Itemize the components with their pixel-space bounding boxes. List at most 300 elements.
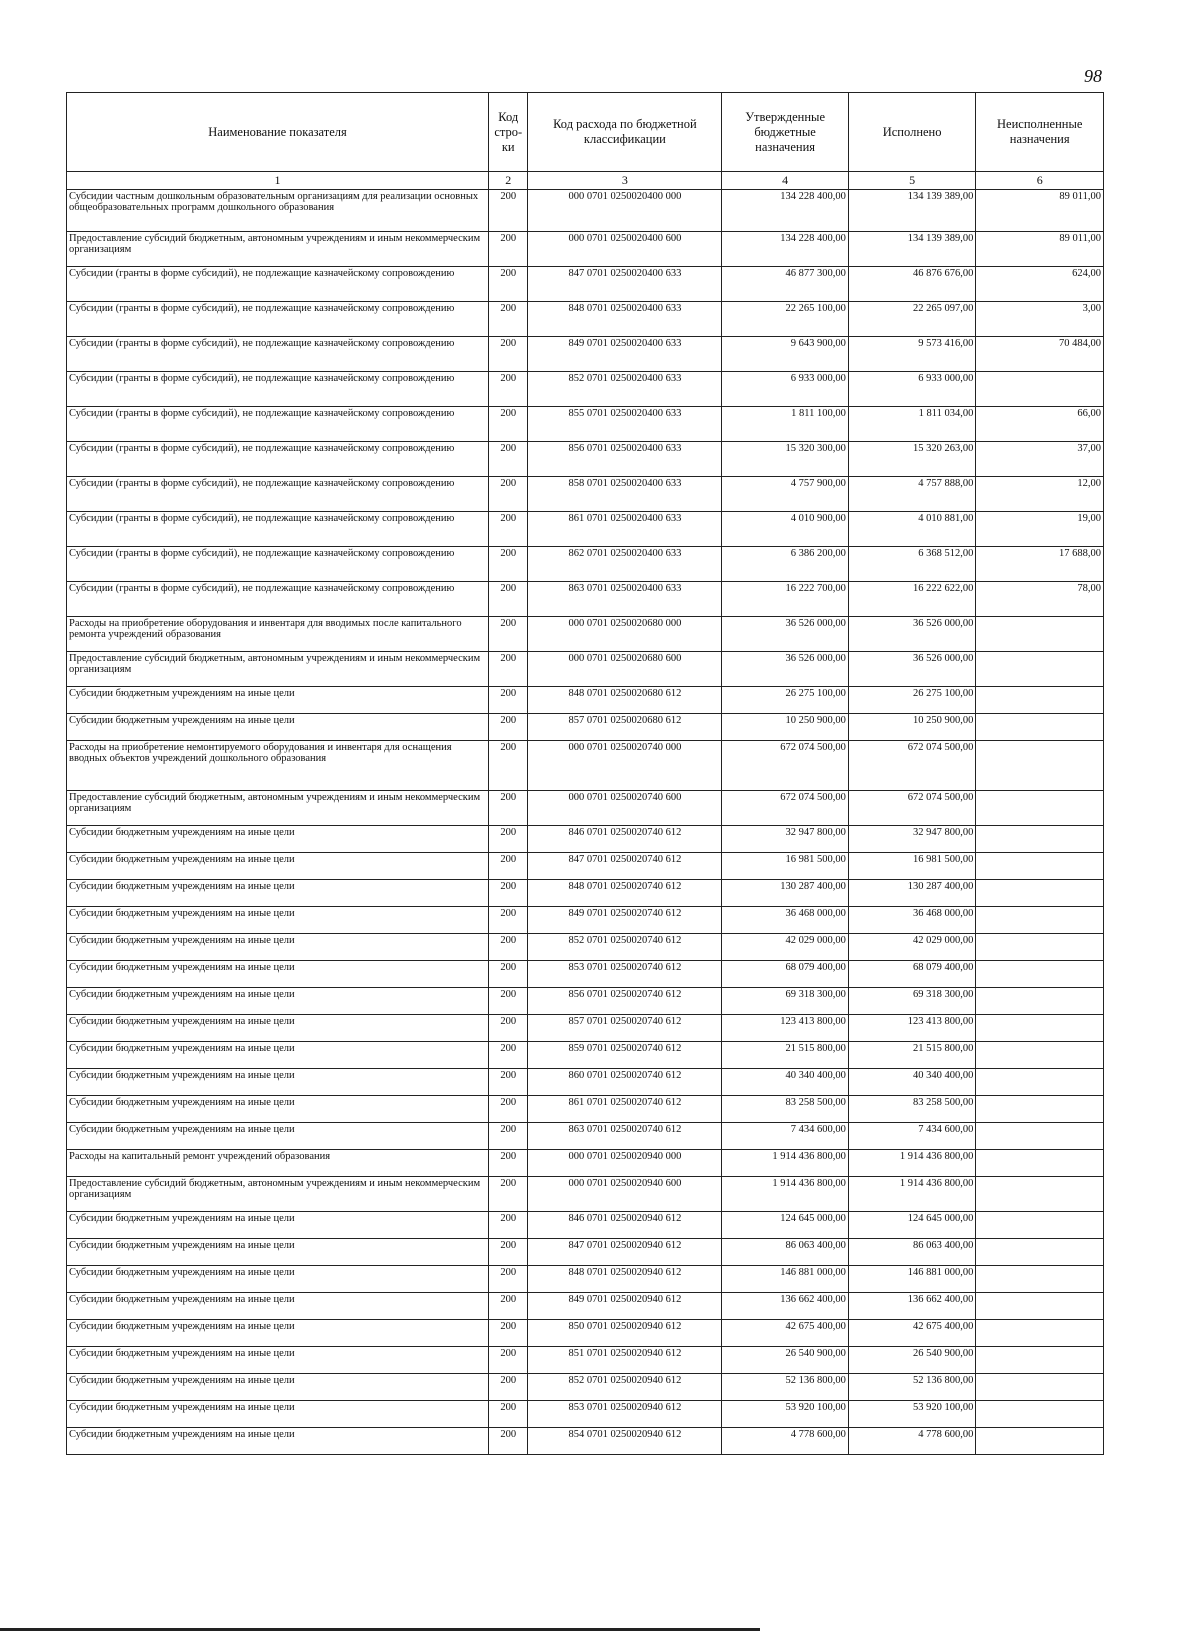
- row-executed-amount: 40 340 400,00: [848, 1069, 976, 1096]
- row-expense-code: 000 0701 0250020740 600: [528, 791, 722, 826]
- column-number: 5: [848, 172, 976, 190]
- row-line-code: 200: [489, 1239, 528, 1266]
- row-expense-code: 847 0701 0250020740 612: [528, 853, 722, 880]
- table-row: [67, 1320, 1104, 1347]
- table-row: [67, 880, 1104, 907]
- row-line-code: 200: [489, 1428, 528, 1455]
- table-row: [67, 232, 1104, 267]
- row-expense-code: 857 0701 0250020680 612: [528, 714, 722, 741]
- row-unexecuted-amount: [976, 853, 1104, 880]
- row-line-code: 200: [489, 1123, 528, 1150]
- row-expense-code: 852 0701 0250020400 633: [528, 372, 722, 407]
- row-line-code: 200: [489, 1212, 528, 1239]
- row-unexecuted-amount: [976, 1150, 1104, 1177]
- table-row: [67, 407, 1104, 442]
- row-executed-amount: 46 876 676,00: [848, 267, 976, 302]
- row-name: Расходы на капитальный ремонт учреждений образования: [67, 1150, 489, 1177]
- row-expense-code: 861 0701 0250020400 633: [528, 512, 722, 547]
- row-name: Субсидии бюджетным учреждениям на иные цели: [67, 1042, 489, 1069]
- row-approved-amount: 1 914 436 800,00: [722, 1177, 849, 1212]
- row-name: Субсидии бюджетным учреждениям на иные цели: [67, 853, 489, 880]
- row-name: Субсидии бюджетным учреждениям на иные цели: [67, 961, 489, 988]
- row-executed-amount: 26 275 100,00: [848, 687, 976, 714]
- row-expense-code: 858 0701 0250020400 633: [528, 477, 722, 512]
- row-approved-amount: 21 515 800,00: [722, 1042, 849, 1069]
- row-executed-amount: 26 540 900,00: [848, 1347, 976, 1374]
- row-executed-amount: 32 947 800,00: [848, 826, 976, 853]
- row-executed-amount: 4 010 881,00: [848, 512, 976, 547]
- row-unexecuted-amount: [976, 1015, 1104, 1042]
- row-executed-amount: 16 981 500,00: [848, 853, 976, 880]
- row-expense-code: 000 0701 0250020680 000: [528, 617, 722, 652]
- row-name: Субсидии (гранты в форме субсидий), не подлежащие казначейскому сопровождению: [67, 477, 489, 512]
- row-unexecuted-amount: [976, 934, 1104, 961]
- row-name: Субсидии бюджетным учреждениям на иные цели: [67, 1320, 489, 1347]
- table-row: [67, 1428, 1104, 1455]
- row-approved-amount: 36 526 000,00: [722, 652, 849, 687]
- row-expense-code: 848 0701 0250020400 633: [528, 302, 722, 337]
- row-executed-amount: 6 933 000,00: [848, 372, 976, 407]
- row-approved-amount: 134 228 400,00: [722, 232, 849, 267]
- row-expense-code: 000 0701 0250020740 000: [528, 741, 722, 791]
- row-executed-amount: 130 287 400,00: [848, 880, 976, 907]
- row-line-code: 200: [489, 961, 528, 988]
- row-line-code: 200: [489, 1293, 528, 1320]
- table-row: [67, 617, 1104, 652]
- row-unexecuted-amount: [976, 1320, 1104, 1347]
- row-unexecuted-amount: [976, 1096, 1104, 1123]
- row-name: Субсидии (гранты в форме субсидий), не подлежащие казначейскому сопровождению: [67, 372, 489, 407]
- row-unexecuted-amount: 37,00: [976, 442, 1104, 477]
- row-unexecuted-amount: 3,00: [976, 302, 1104, 337]
- row-executed-amount: 146 881 000,00: [848, 1266, 976, 1293]
- table-row: [67, 687, 1104, 714]
- row-name: Субсидии бюджетным учреждениям на иные цели: [67, 826, 489, 853]
- row-approved-amount: 130 287 400,00: [722, 880, 849, 907]
- row-executed-amount: 52 136 800,00: [848, 1374, 976, 1401]
- row-expense-code: 846 0701 0250020940 612: [528, 1212, 722, 1239]
- header-line-code: Код стро-ки: [489, 93, 528, 172]
- row-name: Субсидии (гранты в форме субсидий), не подлежащие казначейскому сопровождению: [67, 442, 489, 477]
- row-unexecuted-amount: [976, 1428, 1104, 1455]
- row-line-code: 200: [489, 190, 528, 232]
- row-expense-code: 848 0701 0250020680 612: [528, 687, 722, 714]
- row-name: Субсидии (гранты в форме субсидий), не подлежащие казначейскому сопровождению: [67, 337, 489, 372]
- row-line-code: 200: [489, 1069, 528, 1096]
- row-approved-amount: 83 258 500,00: [722, 1096, 849, 1123]
- row-approved-amount: 26 540 900,00: [722, 1347, 849, 1374]
- row-executed-amount: 86 063 400,00: [848, 1239, 976, 1266]
- row-expense-code: 849 0701 0250020740 612: [528, 907, 722, 934]
- table-row: [67, 190, 1104, 232]
- row-name: Расходы на приобретение немонтируемого оборудования и инвентаря для оснащения вводных объектов учреждений дошкольного образования: [67, 741, 489, 791]
- row-approved-amount: 672 074 500,00: [722, 791, 849, 826]
- row-line-code: 200: [489, 1347, 528, 1374]
- row-expense-code: 000 0701 0250020400 000: [528, 190, 722, 232]
- row-expense-code: 854 0701 0250020940 612: [528, 1428, 722, 1455]
- table-row: [67, 1266, 1104, 1293]
- table-row: [67, 1293, 1104, 1320]
- row-unexecuted-amount: [976, 714, 1104, 741]
- row-expense-code: 853 0701 0250020740 612: [528, 961, 722, 988]
- row-expense-code: 853 0701 0250020940 612: [528, 1401, 722, 1428]
- row-line-code: 200: [489, 267, 528, 302]
- row-name: Субсидии бюджетным учреждениям на иные цели: [67, 687, 489, 714]
- row-name: Субсидии бюджетным учреждениям на иные цели: [67, 880, 489, 907]
- row-name: Субсидии (гранты в форме субсидий), не подлежащие казначейскому сопровождению: [67, 547, 489, 582]
- row-approved-amount: 1 914 436 800,00: [722, 1150, 849, 1177]
- row-line-code: 200: [489, 714, 528, 741]
- row-expense-code: 847 0701 0250020400 633: [528, 267, 722, 302]
- row-unexecuted-amount: 17 688,00: [976, 547, 1104, 582]
- table-row: [67, 791, 1104, 826]
- row-unexecuted-amount: [976, 1401, 1104, 1428]
- row-line-code: 200: [489, 582, 528, 617]
- row-executed-amount: 6 368 512,00: [848, 547, 976, 582]
- row-line-code: 200: [489, 741, 528, 791]
- row-executed-amount: 134 139 389,00: [848, 232, 976, 267]
- table-row: [67, 512, 1104, 547]
- row-unexecuted-amount: [976, 961, 1104, 988]
- row-unexecuted-amount: [976, 1177, 1104, 1212]
- row-line-code: 200: [489, 232, 528, 267]
- row-approved-amount: 36 526 000,00: [722, 617, 849, 652]
- row-approved-amount: 124 645 000,00: [722, 1212, 849, 1239]
- row-name: Субсидии бюджетным учреждениям на иные цели: [67, 1293, 489, 1320]
- row-executed-amount: 15 320 263,00: [848, 442, 976, 477]
- row-approved-amount: 134 228 400,00: [722, 190, 849, 232]
- table-row: [67, 302, 1104, 337]
- row-expense-code: 000 0701 0250020400 600: [528, 232, 722, 267]
- row-unexecuted-amount: 12,00: [976, 477, 1104, 512]
- row-executed-amount: 672 074 500,00: [848, 791, 976, 826]
- row-expense-code: 859 0701 0250020740 612: [528, 1042, 722, 1069]
- row-name: Субсидии бюджетным учреждениям на иные цели: [67, 907, 489, 934]
- row-approved-amount: 86 063 400,00: [722, 1239, 849, 1266]
- row-approved-amount: 32 947 800,00: [722, 826, 849, 853]
- row-name: Субсидии (гранты в форме субсидий), не подлежащие казначейскому сопровождению: [67, 407, 489, 442]
- column-number: 3: [528, 172, 722, 190]
- row-approved-amount: 9 643 900,00: [722, 337, 849, 372]
- table-row: [67, 826, 1104, 853]
- row-executed-amount: 136 662 400,00: [848, 1293, 976, 1320]
- row-expense-code: 852 0701 0250020740 612: [528, 934, 722, 961]
- header-row: [67, 93, 1104, 172]
- column-number-row: [67, 172, 1104, 190]
- row-approved-amount: 15 320 300,00: [722, 442, 849, 477]
- table-row: [67, 372, 1104, 407]
- row-unexecuted-amount: [976, 1212, 1104, 1239]
- table-row: [67, 1374, 1104, 1401]
- row-approved-amount: 672 074 500,00: [722, 741, 849, 791]
- budget-execution-table: [66, 92, 1104, 1455]
- row-name: Субсидии бюджетным учреждениям на иные цели: [67, 714, 489, 741]
- row-line-code: 200: [489, 853, 528, 880]
- row-name: Субсидии (гранты в форме субсидий), не подлежащие казначейскому сопровождению: [67, 582, 489, 617]
- row-expense-code: 857 0701 0250020740 612: [528, 1015, 722, 1042]
- row-line-code: 200: [489, 407, 528, 442]
- row-line-code: 200: [489, 547, 528, 582]
- row-line-code: 200: [489, 1374, 528, 1401]
- row-executed-amount: 83 258 500,00: [848, 1096, 976, 1123]
- row-unexecuted-amount: [976, 791, 1104, 826]
- row-name: Субсидии бюджетным учреждениям на иные цели: [67, 1428, 489, 1455]
- row-unexecuted-amount: 19,00: [976, 512, 1104, 547]
- row-name: Субсидии бюджетным учреждениям на иные цели: [67, 1347, 489, 1374]
- table-row: [67, 988, 1104, 1015]
- row-unexecuted-amount: [976, 1347, 1104, 1374]
- table-row: [67, 582, 1104, 617]
- table-row: [67, 1177, 1104, 1212]
- table-row: [67, 1212, 1104, 1239]
- row-executed-amount: 123 413 800,00: [848, 1015, 976, 1042]
- table-row: [67, 1123, 1104, 1150]
- column-number: 2: [489, 172, 528, 190]
- row-expense-code: 863 0701 0250020740 612: [528, 1123, 722, 1150]
- row-unexecuted-amount: [976, 1069, 1104, 1096]
- row-name: Субсидии бюджетным учреждениям на иные цели: [67, 1212, 489, 1239]
- row-unexecuted-amount: [976, 1042, 1104, 1069]
- row-line-code: 200: [489, 1401, 528, 1428]
- header-unexecuted: Неисполненные назначения: [976, 93, 1104, 172]
- row-executed-amount: 4 757 888,00: [848, 477, 976, 512]
- row-executed-amount: 10 250 900,00: [848, 714, 976, 741]
- row-approved-amount: 4 757 900,00: [722, 477, 849, 512]
- row-unexecuted-amount: [976, 1123, 1104, 1150]
- row-line-code: 200: [489, 1015, 528, 1042]
- row-approved-amount: 16 981 500,00: [722, 853, 849, 880]
- row-line-code: 200: [489, 652, 528, 687]
- row-approved-amount: 16 222 700,00: [722, 582, 849, 617]
- row-name: Предоставление субсидий бюджетным, автономным учреждениям и иным некоммерческим организациям: [67, 791, 489, 826]
- row-line-code: 200: [489, 372, 528, 407]
- row-approved-amount: 53 920 100,00: [722, 1401, 849, 1428]
- row-approved-amount: 40 340 400,00: [722, 1069, 849, 1096]
- row-executed-amount: 4 778 600,00: [848, 1428, 976, 1455]
- table-row: [67, 547, 1104, 582]
- row-executed-amount: 124 645 000,00: [848, 1212, 976, 1239]
- row-unexecuted-amount: [976, 1239, 1104, 1266]
- row-expense-code: 846 0701 0250020740 612: [528, 826, 722, 853]
- row-name: Субсидии (гранты в форме субсидий), не подлежащие казначейскому сопровождению: [67, 267, 489, 302]
- row-executed-amount: 7 434 600,00: [848, 1123, 976, 1150]
- row-executed-amount: 9 573 416,00: [848, 337, 976, 372]
- row-executed-amount: 134 139 389,00: [848, 190, 976, 232]
- row-line-code: 200: [489, 1266, 528, 1293]
- row-unexecuted-amount: [976, 1293, 1104, 1320]
- table-row: [67, 1069, 1104, 1096]
- row-line-code: 200: [489, 988, 528, 1015]
- table-row: [67, 337, 1104, 372]
- row-executed-amount: 1 914 436 800,00: [848, 1150, 976, 1177]
- row-unexecuted-amount: 78,00: [976, 582, 1104, 617]
- row-name: Субсидии бюджетным учреждениям на иные цели: [67, 934, 489, 961]
- row-unexecuted-amount: 70 484,00: [976, 337, 1104, 372]
- row-executed-amount: 22 265 097,00: [848, 302, 976, 337]
- column-number: 1: [67, 172, 489, 190]
- scan-edge-bar: [0, 1628, 760, 1631]
- row-line-code: 200: [489, 934, 528, 961]
- row-line-code: 200: [489, 1042, 528, 1069]
- table-row: [67, 1042, 1104, 1069]
- row-name: Предоставление субсидий бюджетным, автономным учреждениям и иным некоммерческим организациям: [67, 1177, 489, 1212]
- table-row: [67, 1015, 1104, 1042]
- row-expense-code: 852 0701 0250020940 612: [528, 1374, 722, 1401]
- row-line-code: 200: [489, 1096, 528, 1123]
- row-unexecuted-amount: 89 011,00: [976, 232, 1104, 267]
- header-approved: Утвержденные бюджетные назначения: [722, 93, 849, 172]
- row-name: Субсидии частным дошкольным образовательным организациям для реализации основных общеобразовательных программ дошкольного образования: [67, 190, 489, 232]
- row-approved-amount: 1 811 100,00: [722, 407, 849, 442]
- row-executed-amount: 1 811 034,00: [848, 407, 976, 442]
- row-unexecuted-amount: [976, 372, 1104, 407]
- row-name: Субсидии (гранты в форме субсидий), не подлежащие казначейскому сопровождению: [67, 302, 489, 337]
- header-expense-code: Код расхода по бюджетной классификации: [528, 93, 722, 172]
- row-unexecuted-amount: [976, 880, 1104, 907]
- row-approved-amount: 42 029 000,00: [722, 934, 849, 961]
- row-name: Предоставление субсидий бюджетным, автономным учреждениям и иным некоммерческим организациям: [67, 652, 489, 687]
- row-approved-amount: 10 250 900,00: [722, 714, 849, 741]
- row-executed-amount: 36 526 000,00: [848, 617, 976, 652]
- row-executed-amount: 36 468 000,00: [848, 907, 976, 934]
- row-line-code: 200: [489, 907, 528, 934]
- row-line-code: 200: [489, 442, 528, 477]
- row-expense-code: 849 0701 0250020940 612: [528, 1293, 722, 1320]
- row-expense-code: 849 0701 0250020400 633: [528, 337, 722, 372]
- row-approved-amount: 7 434 600,00: [722, 1123, 849, 1150]
- row-approved-amount: 146 881 000,00: [722, 1266, 849, 1293]
- row-approved-amount: 4 010 900,00: [722, 512, 849, 547]
- row-expense-code: 855 0701 0250020400 633: [528, 407, 722, 442]
- row-line-code: 200: [489, 880, 528, 907]
- row-expense-code: 856 0701 0250020400 633: [528, 442, 722, 477]
- row-line-code: 200: [489, 1177, 528, 1212]
- row-expense-code: 856 0701 0250020740 612: [528, 988, 722, 1015]
- row-executed-amount: 36 526 000,00: [848, 652, 976, 687]
- row-unexecuted-amount: [976, 617, 1104, 652]
- row-approved-amount: 123 413 800,00: [722, 1015, 849, 1042]
- table-row: [67, 907, 1104, 934]
- table-row: [67, 477, 1104, 512]
- table-row: [67, 934, 1104, 961]
- table-row: [67, 652, 1104, 687]
- row-name: Расходы на приобретение оборудования и инвентаря для вводимых после капитального ремонта учреждений образования: [67, 617, 489, 652]
- row-approved-amount: 36 468 000,00: [722, 907, 849, 934]
- row-unexecuted-amount: [976, 652, 1104, 687]
- row-name: Субсидии бюджетным учреждениям на иные цели: [67, 988, 489, 1015]
- row-expense-code: 847 0701 0250020940 612: [528, 1239, 722, 1266]
- row-approved-amount: 4 778 600,00: [722, 1428, 849, 1455]
- row-unexecuted-amount: 89 011,00: [976, 190, 1104, 232]
- row-executed-amount: 1 914 436 800,00: [848, 1177, 976, 1212]
- row-expense-code: 000 0701 0250020940 000: [528, 1150, 722, 1177]
- row-executed-amount: 53 920 100,00: [848, 1401, 976, 1428]
- table-row: [67, 267, 1104, 302]
- row-line-code: 200: [489, 826, 528, 853]
- row-name: Субсидии бюджетным учреждениям на иные цели: [67, 1123, 489, 1150]
- row-line-code: 200: [489, 791, 528, 826]
- row-line-code: 200: [489, 1150, 528, 1177]
- row-name: Субсидии (гранты в форме субсидий), не подлежащие казначейскому сопровождению: [67, 512, 489, 547]
- row-line-code: 200: [489, 1320, 528, 1347]
- row-name: Субсидии бюджетным учреждениям на иные цели: [67, 1239, 489, 1266]
- row-line-code: 200: [489, 687, 528, 714]
- row-unexecuted-amount: 624,00: [976, 267, 1104, 302]
- row-unexecuted-amount: [976, 1266, 1104, 1293]
- row-expense-code: 851 0701 0250020940 612: [528, 1347, 722, 1374]
- row-approved-amount: 26 275 100,00: [722, 687, 849, 714]
- row-expense-code: 862 0701 0250020400 633: [528, 547, 722, 582]
- row-expense-code: 861 0701 0250020740 612: [528, 1096, 722, 1123]
- row-expense-code: 860 0701 0250020740 612: [528, 1069, 722, 1096]
- row-line-code: 200: [489, 477, 528, 512]
- row-name: Субсидии бюджетным учреждениям на иные цели: [67, 1015, 489, 1042]
- row-executed-amount: 42 029 000,00: [848, 934, 976, 961]
- row-line-code: 200: [489, 617, 528, 652]
- row-name: Субсидии бюджетным учреждениям на иные цели: [67, 1401, 489, 1428]
- header-executed: Исполнено: [848, 93, 976, 172]
- page-number: 98: [1084, 66, 1102, 86]
- row-unexecuted-amount: [976, 1374, 1104, 1401]
- table-row: [67, 714, 1104, 741]
- row-line-code: 200: [489, 512, 528, 547]
- row-approved-amount: 42 675 400,00: [722, 1320, 849, 1347]
- table-row: [67, 741, 1104, 791]
- row-approved-amount: 68 079 400,00: [722, 961, 849, 988]
- row-approved-amount: 6 386 200,00: [722, 547, 849, 582]
- row-executed-amount: 21 515 800,00: [848, 1042, 976, 1069]
- row-unexecuted-amount: [976, 741, 1104, 791]
- row-expense-code: 850 0701 0250020940 612: [528, 1320, 722, 1347]
- row-unexecuted-amount: [976, 687, 1104, 714]
- row-expense-code: 848 0701 0250020940 612: [528, 1266, 722, 1293]
- row-line-code: 200: [489, 337, 528, 372]
- row-name: Субсидии бюджетным учреждениям на иные цели: [67, 1266, 489, 1293]
- row-unexecuted-amount: [976, 907, 1104, 934]
- row-approved-amount: 46 877 300,00: [722, 267, 849, 302]
- row-executed-amount: 672 074 500,00: [848, 741, 976, 791]
- row-approved-amount: 136 662 400,00: [722, 1293, 849, 1320]
- row-name: Субсидии бюджетным учреждениям на иные цели: [67, 1069, 489, 1096]
- table-row: [67, 853, 1104, 880]
- row-unexecuted-amount: [976, 988, 1104, 1015]
- table-row: [67, 1096, 1104, 1123]
- table-row: [67, 1239, 1104, 1266]
- row-approved-amount: 22 265 100,00: [722, 302, 849, 337]
- row-executed-amount: 42 675 400,00: [848, 1320, 976, 1347]
- table-row: [67, 961, 1104, 988]
- row-executed-amount: 16 222 622,00: [848, 582, 976, 617]
- row-name: Субсидии бюджетным учреждениям на иные цели: [67, 1096, 489, 1123]
- row-approved-amount: 6 933 000,00: [722, 372, 849, 407]
- row-approved-amount: 69 318 300,00: [722, 988, 849, 1015]
- row-expense-code: 863 0701 0250020400 633: [528, 582, 722, 617]
- row-expense-code: 848 0701 0250020740 612: [528, 880, 722, 907]
- table-row: [67, 1347, 1104, 1374]
- row-executed-amount: 68 079 400,00: [848, 961, 976, 988]
- row-unexecuted-amount: 66,00: [976, 407, 1104, 442]
- row-approved-amount: 52 136 800,00: [722, 1374, 849, 1401]
- row-line-code: 200: [489, 302, 528, 337]
- row-executed-amount: 69 318 300,00: [848, 988, 976, 1015]
- header-name: Наименование показателя: [67, 93, 489, 172]
- table-row: [67, 1150, 1104, 1177]
- column-number: 4: [722, 172, 849, 190]
- row-name: Предоставление субсидий бюджетным, автономным учреждениям и иным некоммерческим организациям: [67, 232, 489, 267]
- row-expense-code: 000 0701 0250020940 600: [528, 1177, 722, 1212]
- table-row: [67, 442, 1104, 477]
- table-row: [67, 1401, 1104, 1428]
